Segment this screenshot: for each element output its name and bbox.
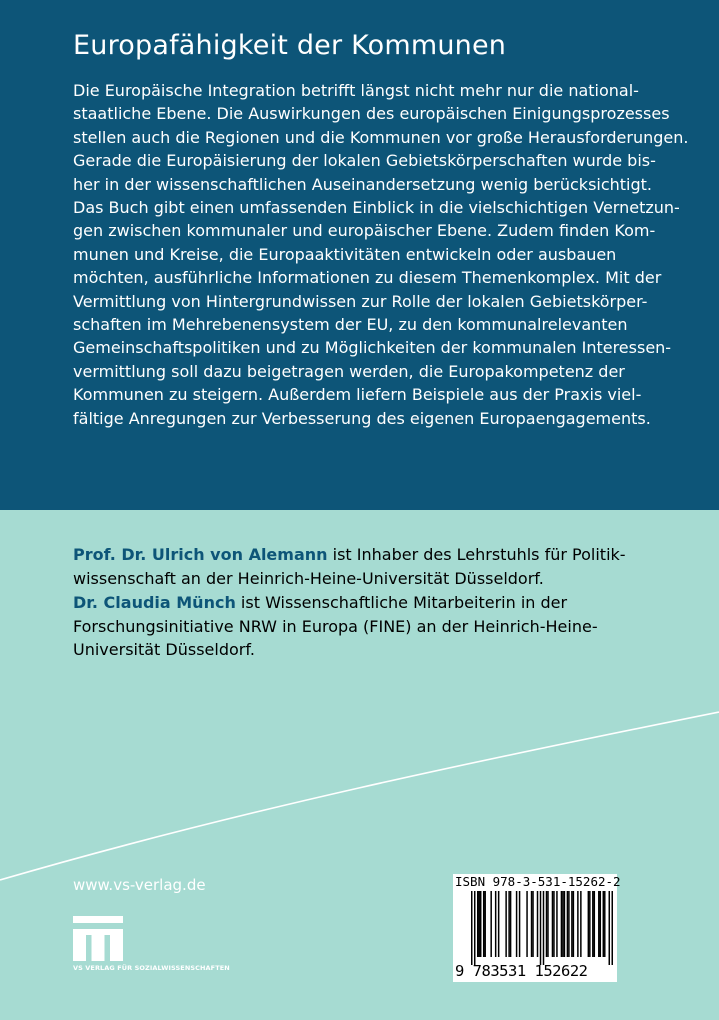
barcode-bar [495, 891, 496, 957]
barcode-bar [546, 891, 547, 957]
isbn-label: ISBN 978-3-531-15262-2 [455, 874, 621, 889]
author-bio-muench [73, 591, 673, 662]
barcode-bar [592, 891, 593, 957]
barcode-bar [532, 891, 533, 957]
barcode-bar [562, 891, 563, 957]
barcode-bar [567, 891, 568, 957]
barcode-bar [552, 891, 553, 957]
description-line: Kommunen zu steigern. Außerdem liefern Beispiele aus der Praxis viel- [73, 385, 642, 405]
author-bio-alemann [73, 543, 673, 590]
author-bio-text: Forschungsinitiative NRW in Europa (FINE) an der Heinrich-Heine- [73, 616, 598, 636]
description-line: Das Buch gibt einen umfassenden Einblick in die vielschichtigen Vernetzun- [73, 198, 680, 218]
barcode-bar [556, 891, 557, 957]
description-line: fältige Anregungen zur Verbesserung des eigenen Europaengagements. [73, 408, 651, 428]
barcode-bar [474, 891, 475, 965]
barcode-bar [612, 891, 613, 965]
barcode-bar [490, 891, 491, 957]
barcode-bar [594, 891, 595, 957]
barcode-bar [508, 891, 509, 957]
book-title: Europafähigkeit der Kommunen [73, 30, 507, 61]
barcode-bar [483, 891, 484, 957]
description-line: staatliche Ebene. Die Auswirkungen des europäischen Einigungsprozesses [73, 104, 670, 124]
barcode-bar [526, 891, 527, 957]
barcode-bar [568, 891, 569, 957]
description-line: stellen auch die Regionen und die Kommunen vor große Herausforderungen. [73, 127, 689, 147]
description-line: Gemeinschaftspolitiken und zu Möglichkeiten der kommunalen Interessen- [73, 338, 672, 358]
barcode-bar [598, 891, 599, 957]
barcode-bar [573, 891, 574, 957]
barcode-bar [553, 891, 554, 957]
barcode-bar [516, 891, 517, 957]
description-line: gen zwischen kommunaler und europäischer Ebene. Zudem finden Kom- [73, 221, 656, 241]
barcode-bar [540, 891, 541, 965]
barcode-bar [609, 891, 610, 965]
description-line: möchten, ausführliche Informationen zu diesem Themenkomplex. Mit der [73, 268, 662, 288]
publisher-logo-icon [73, 916, 123, 961]
publisher-logo-text: VS VERLAG FÜR SOZIALWISSENSCHAFTEN [73, 964, 230, 972]
barcode-bar [561, 891, 562, 957]
barcode-bar [600, 891, 601, 957]
description-line: vermittlung soll dazu beigetragen werden, die Europakompetenz der [73, 361, 625, 381]
barcode-bar [603, 891, 604, 957]
author-name: Dr. Claudia Münch [73, 593, 236, 612]
barcode-bar [564, 891, 565, 957]
author-bio-text: wissenschaft an der Heinrich-Heine-Universität Düsseldorf. [73, 568, 544, 588]
barcode-bar [543, 891, 544, 965]
barcode-bar [580, 891, 581, 957]
barcode-bar [510, 891, 511, 957]
barcode-bars [471, 891, 613, 965]
barcode-bar [478, 891, 479, 957]
isbn-barcode [453, 874, 621, 982]
barcode-bar [531, 891, 532, 957]
author-bio-text: ist Inhaber des Lehrstuhls für Politik- [327, 545, 626, 564]
author-bio-text: Universität Düsseldorf. [73, 640, 255, 659]
author-name: Prof. Dr. Ulrich von Alemann [73, 545, 328, 564]
description-line: munen und Kreise, die Europaaktivitäten entwickeln oder ausbauen [73, 244, 617, 264]
barcode-bar [589, 891, 590, 957]
barcode-bar [505, 891, 506, 957]
barcode-bar [471, 891, 472, 965]
description-line: Gerade die Europäisierung der lokalen Gebietskörperschaften wurde bis- [73, 151, 656, 171]
barcode-bar [484, 891, 485, 957]
barcode-bar [588, 891, 589, 957]
barcode-bar [571, 891, 572, 957]
barcode-bar [547, 891, 548, 957]
barcode-bar [480, 891, 481, 957]
barcode-bar [577, 891, 578, 957]
description-line: Die Europäische Integration betrifft längst nicht mehr nur die national- [73, 81, 639, 100]
barcode-bar [519, 891, 520, 957]
barcode-bar [498, 891, 499, 957]
barcode-bar [537, 891, 538, 957]
description-line: her in der wissenschaftlichen Auseinandersetzung wenig berücksichtigt. [73, 174, 653, 194]
barcode-bar [604, 891, 605, 957]
decorative-curve [0, 700, 719, 900]
author-bio-text: ist Wissenschaftliche Mitarbeiterin in der [235, 593, 568, 612]
description-line: schaften im Mehrebenensystem der EU, zu den kommunalrelevanten [73, 315, 628, 335]
book-description [73, 79, 689, 430]
publisher-website: www.vs-verlag.de [73, 876, 206, 894]
barcode-bar [477, 891, 478, 957]
description-line: Vermittlung von Hintergrundwissen zur Rolle der lokalen Gebietskörper- [73, 291, 648, 311]
ean-digits: 9 783531 152622 [455, 962, 588, 980]
